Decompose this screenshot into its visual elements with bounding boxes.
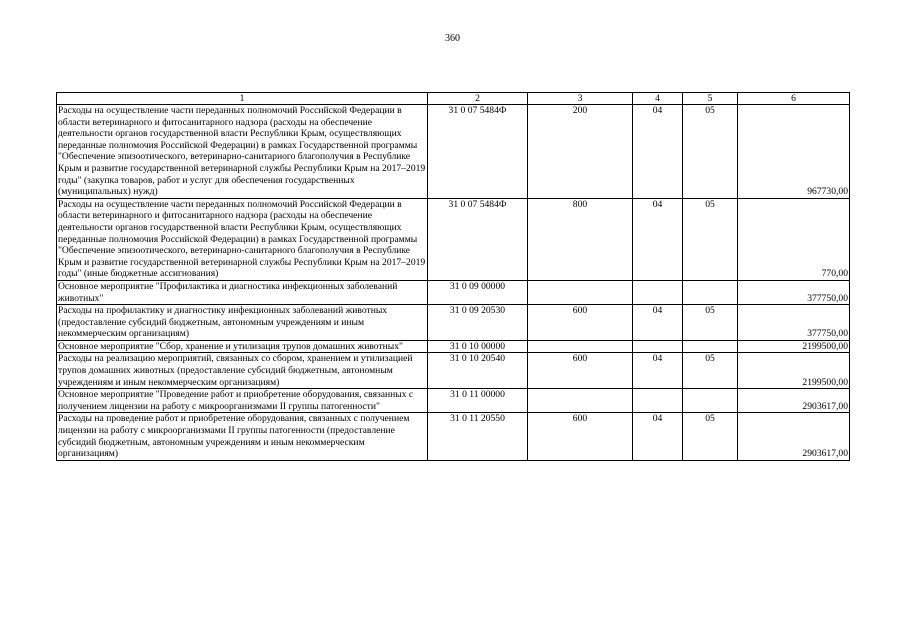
- table-row: [57, 413, 850, 460]
- column-header: 3: [528, 93, 633, 105]
- row-description: Расходы на проведение работ и приобретение оборудования, связанных с получением лицензии на работу с микроорганизмами II группы патогенности (предоставление субсидий бюджетным, автономным учреждениям и иным некоммерческим организациям): [57, 413, 428, 460]
- row-amount: 967730,00: [738, 105, 850, 199]
- table-row: [57, 389, 850, 413]
- row-description: Расходы на реализацию мероприятий, связанных со сбором, хранением и утилизацией трупов домашних животных (предоставление субсидий бюджетным, автономным учреждениям и иным некоммерческим организациям): [57, 353, 428, 389]
- row-code: 31 0 11 20550: [428, 413, 528, 460]
- row-amount: 377750,00: [738, 305, 850, 341]
- page-number: 360: [445, 33, 460, 44]
- budget-table: [56, 92, 850, 461]
- column-header: 1: [57, 93, 428, 105]
- row-section: 04: [633, 105, 683, 199]
- row-subsection: 05: [683, 413, 738, 460]
- row-description: Основное мероприятие "Профилактика и диагностика инфекционных заболеваний животных": [57, 280, 428, 304]
- row-description: Основное мероприятие "Проведение работ и приобретение оборудования, связанных с получением лицензии на работу с микроорганизмами II группы патогенности": [57, 389, 428, 413]
- table-row: [57, 353, 850, 389]
- row-section: [633, 389, 683, 413]
- row-description: Расходы на осуществление части переданных полномочий Российской Федерации в области ветеринарного и фитосанитарного надзора (расходы на обеспечение деятельности органов государственной власти Республики Крым, осуществляющих переданные полномочия Российской Федерации) в рамках Государственной программы "Обеспечение эпизоотического, ветеринарно-санитарного благополучия в Республике Крым и развитие государственной ветеринарной службы Республики Крым на 2017–2019 годы" (закупка товаров, работ и услуг для обеспечения государственных (муниципальных) нужд): [57, 105, 428, 199]
- column-header: 5: [683, 93, 738, 105]
- row-expense-type: 200: [528, 105, 633, 199]
- table-row: [57, 340, 850, 353]
- row-subsection: [683, 280, 738, 304]
- row-description: Основное мероприятие "Сбор, хранение и утилизация трупов домашних животных": [57, 340, 428, 353]
- row-code: 31 0 10 20540: [428, 353, 528, 389]
- column-header: 2: [428, 93, 528, 105]
- header-row: [57, 93, 850, 105]
- row-amount: 2199500,00: [738, 340, 850, 353]
- row-description: Расходы на профилактику и диагностику инфекционных заболеваний животных (предоставление субсидий бюджетным, автономным учреждениям и иным некоммерческим организациям): [57, 305, 428, 341]
- row-code: 31 0 09 20530: [428, 305, 528, 341]
- row-amount: 2199500,00: [738, 353, 850, 389]
- row-code: 31 0 07 5484Ф: [428, 105, 528, 199]
- row-section: 04: [633, 413, 683, 460]
- row-section: [633, 280, 683, 304]
- row-subsection: 05: [683, 198, 738, 280]
- row-code: 31 0 07 5484Ф: [428, 198, 528, 280]
- row-expense-type: [528, 389, 633, 413]
- row-subsection: 05: [683, 105, 738, 199]
- column-header: 4: [633, 93, 683, 105]
- row-code: 31 0 10 00000: [428, 340, 528, 353]
- row-expense-type: 600: [528, 353, 633, 389]
- row-section: 04: [633, 353, 683, 389]
- table-row: [57, 280, 850, 304]
- row-expense-type: 600: [528, 413, 633, 460]
- row-expense-type: 600: [528, 305, 633, 341]
- table-row: [57, 305, 850, 341]
- row-section: 04: [633, 198, 683, 280]
- row-section: 04: [633, 305, 683, 341]
- table-row: [57, 105, 850, 199]
- row-subsection: 05: [683, 305, 738, 341]
- row-amount: 2903617,00: [738, 413, 850, 460]
- row-amount: 377750,00: [738, 280, 850, 304]
- row-subsection: [683, 389, 738, 413]
- table-row: [57, 198, 850, 280]
- row-section: [633, 340, 683, 353]
- row-expense-type: [528, 280, 633, 304]
- row-code: 31 0 09 00000: [428, 280, 528, 304]
- row-amount: 770,00: [738, 198, 850, 280]
- row-description: Расходы на осуществление части переданных полномочий Российской Федерации в области ветеринарного и фитосанитарного надзора (расходы на обеспечение деятельности органов государственной власти Республики Крым, осуществляющих переданные полномочия Российской Федерации) в рамках Государственной программы "Обеспечение эпизоотического, ветеринарно-санитарного благополучия в Республике Крым и развитие государственной ветеринарной службы Республики Крым на 2017–2019 годы" (иные бюджетные ассигнования): [57, 198, 428, 280]
- row-expense-type: [528, 340, 633, 353]
- row-amount: 2903617,00: [738, 389, 850, 413]
- row-code: 31 0 11 00000: [428, 389, 528, 413]
- row-subsection: [683, 340, 738, 353]
- column-header: 6: [738, 93, 850, 105]
- row-subsection: 05: [683, 353, 738, 389]
- row-expense-type: 800: [528, 198, 633, 280]
